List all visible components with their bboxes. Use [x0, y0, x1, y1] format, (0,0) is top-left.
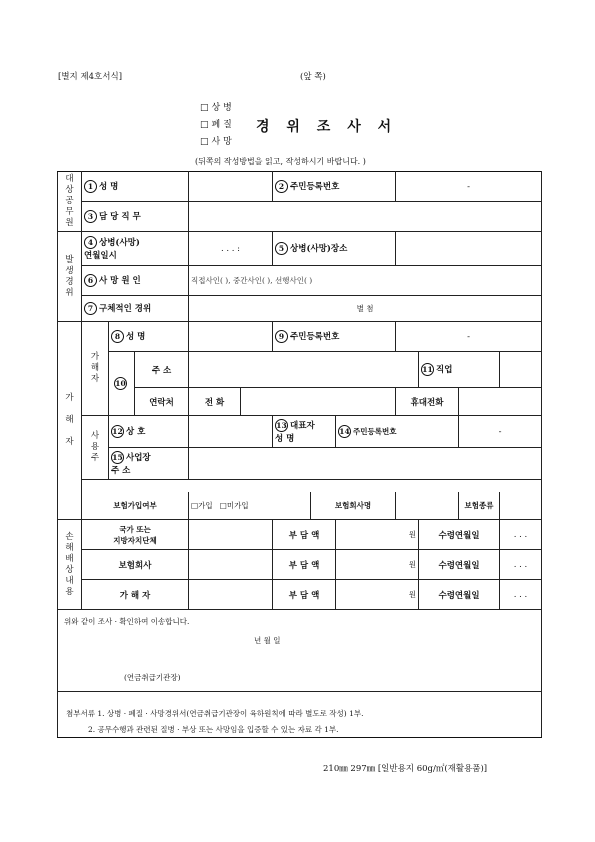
p-rrn-field[interactable]: - — [396, 322, 542, 352]
duty-field[interactable] — [189, 202, 542, 232]
label-received-1: 수령연월일 — [419, 520, 500, 550]
label-mobile: 휴대전화 — [396, 388, 459, 416]
rep-rrn-field[interactable]: - — [459, 416, 542, 448]
section-target: 대 상 공 무 원 — [58, 172, 82, 232]
injury-date-field[interactable]: . . . : — [189, 232, 273, 266]
label-workplace: 15 사업장 주 소 — [109, 448, 189, 480]
label-address: 주 소 — [135, 352, 189, 388]
rrn-field[interactable]: - — [396, 172, 542, 202]
label-injury-place: 5 상병(사망)장소 — [273, 232, 396, 266]
death-cause-field[interactable]: 직접사인( ), 중간사인( ), 선행사인( ) — [189, 266, 542, 296]
label-burden-1: 부 담 액 — [273, 520, 336, 550]
instructions-note: (뒤쪽의 작성방법을 읽고, 작성하시기 바랍니다. ) — [195, 157, 366, 166]
burden-3-field[interactable]: 원 — [336, 580, 419, 610]
label-comp-insurer: 보험회사 — [82, 550, 189, 580]
report-type-checkboxes — [200, 100, 232, 151]
mobile-field[interactable] — [459, 388, 542, 416]
job-field[interactable] — [500, 352, 542, 388]
form-number: [별지 제4호서식] — [58, 72, 123, 82]
section-perp-person: 가 해 자 — [82, 322, 109, 416]
trade-name-field[interactable] — [189, 416, 273, 448]
confirmation-block — [58, 610, 542, 692]
p-name-field[interactable] — [189, 322, 273, 352]
label-comp-gov: 국가 또는 지방자치단체 — [82, 520, 189, 550]
page-side: (앞 쪽) — [300, 72, 326, 82]
label-trade-name: 12 상 호 — [109, 416, 189, 448]
name-field[interactable] — [189, 172, 273, 202]
confirmation-date: 년 월 일 — [254, 636, 281, 645]
attachment-line-1: 첨부서류 1. 상병 · 폐질 · 사망경위서(연금취급기관장이 육하원칙에 따라 별도로 작성) 1부. — [66, 709, 364, 718]
injury-place-field[interactable] — [396, 232, 542, 266]
label-job: 11 직업 — [419, 352, 500, 388]
label-insurer: 보험회사명 — [311, 492, 396, 520]
label-phone: 전 화 — [189, 388, 241, 416]
paper-spec-footer: 210㎜ 297㎜ [일반용지 60g/㎡(재활용품)] — [323, 764, 488, 774]
insurer-field[interactable] — [396, 492, 459, 520]
page-title: 경 위 조 사 서 — [256, 119, 398, 135]
comp-insurer-field[interactable] — [189, 550, 273, 580]
spacer-row — [82, 480, 542, 492]
checkbox-injury[interactable]: □ 상 병 — [200, 100, 232, 117]
insured-yes-checkbox[interactable]: □가입 — [191, 500, 213, 510]
label-death-cause: 6 사 망 원 인 — [82, 266, 189, 296]
phone-field[interactable] — [241, 388, 396, 416]
address-field[interactable] — [189, 352, 419, 388]
checkbox-disability[interactable]: □ 폐 질 — [200, 117, 232, 134]
label-rrn: 2 주민등록번호 — [273, 172, 396, 202]
confirmation-text: 위와 같이 조사 · 확인하여 이송합니다. — [64, 617, 190, 626]
investigation-form-table — [57, 171, 542, 738]
label-contact: 연락처 — [135, 388, 189, 416]
label-n10: 10 — [109, 352, 135, 416]
label-ins-type: 보험종류 — [459, 492, 500, 520]
label-comp-perp: 가 해 자 — [82, 580, 189, 610]
signer-label: (연금취급기관장) — [124, 673, 181, 682]
attachment-line-2: 2. 공무수행과 관련된 질병 · 부상 또는 사망임을 입증할 수 있는 자료 각 1부. — [88, 725, 339, 734]
label-duty: 3 담 당 직 무 — [82, 202, 189, 232]
section-occurrence: 발 생 경 위 — [58, 232, 82, 322]
comp-gov-field[interactable] — [189, 520, 273, 550]
received-2-field[interactable]: . . . — [500, 550, 542, 580]
ins-type-field[interactable] — [500, 492, 542, 520]
insured-options[interactable] — [189, 492, 311, 520]
label-name: 1 성 명 — [82, 172, 189, 202]
label-burden-3: 부 담 액 — [273, 580, 336, 610]
burden-2-field[interactable]: 원 — [336, 550, 419, 580]
label-injury-date: 4 상병(사망) 연월일시 — [82, 232, 189, 266]
label-received-2: 수령연월일 — [419, 550, 500, 580]
burden-1-field[interactable]: 원 — [336, 520, 419, 550]
label-rep: 13 대표자 성 명 — [273, 416, 336, 448]
received-3-field[interactable]: . . . — [500, 580, 542, 610]
label-insured: 보험가입여부 — [82, 492, 189, 520]
detail-field[interactable]: 별 첨 — [189, 296, 542, 322]
label-p-rrn: 9 주민등록번호 — [273, 322, 396, 352]
received-1-field[interactable]: . . . — [500, 520, 542, 550]
section-perpetrator: 가 해 자 — [58, 322, 82, 520]
checkbox-death[interactable]: □ 사 망 — [200, 134, 232, 151]
label-p-name: 8 성 명 — [109, 322, 189, 352]
label-burden-2: 부 담 액 — [273, 550, 336, 580]
workplace-field[interactable] — [189, 448, 542, 480]
comp-perp-field[interactable] — [189, 580, 273, 610]
label-detail: 7 구체적인 경위 — [82, 296, 189, 322]
section-business: 사 용 주 — [82, 416, 109, 480]
label-rep-rrn: 14 주민등록번호 — [336, 416, 459, 448]
section-compensation: 손 해 배 상 내 용 — [58, 520, 82, 610]
label-received-3: 수령연월일 — [419, 580, 500, 610]
insured-no-checkbox[interactable]: □미가입 — [219, 500, 249, 510]
